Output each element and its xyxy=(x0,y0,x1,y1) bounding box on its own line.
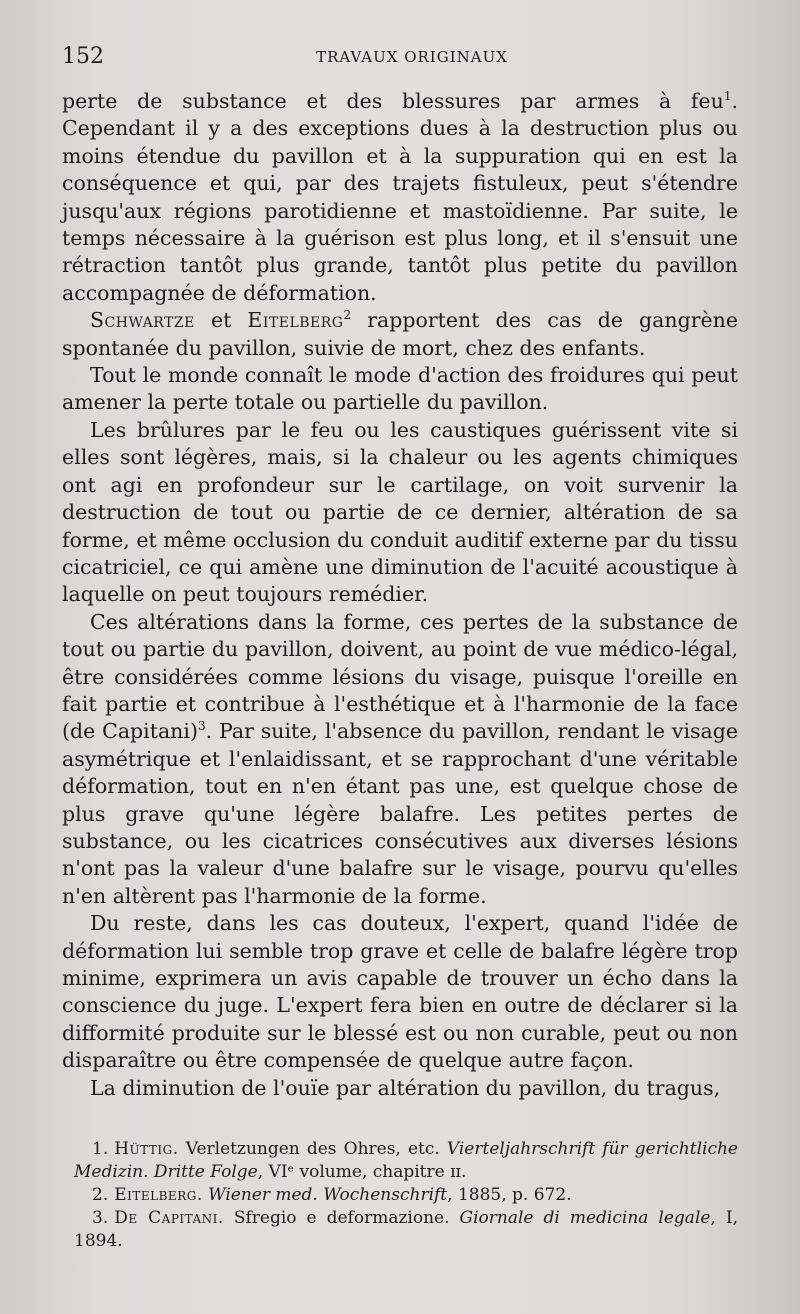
footnote-2 xyxy=(74,1184,738,1207)
running-head: TRAVAUX ORIGINAUX xyxy=(316,48,508,66)
paragraph-text: . Par suite, l'absence du pavillon, rendant le visage asymétrique et l'enlaidissant, et se rapprochant d'une véritable déformation, tout en n'en étant pas une, est quelque chose de plus grave qu'une légère balafre. Les petites pertes de substance, ou les cicatrices consécutives aux diverses lésions n'ont pas la valeur d'une balafre sur le visage, pourvu qu'elles n'en altèrent pas l'harmonie de la forme. xyxy=(62,719,739,908)
footnote-author: Eitelberg. xyxy=(114,1185,203,1205)
footnote-text: , I, 1894. xyxy=(74,1208,738,1251)
paragraph-5 xyxy=(62,609,738,910)
author-name-schwartze: Schwartze xyxy=(90,308,195,333)
paragraph-text: . Cependant il y a des exceptions dues à la destruction plus ou moins étendue du pavillon et à la suppuration qui en est la conséquence et qui, par des trajets fistuleux, peut s'étendre jusqu'aux régions parotidienne et mastoïdienne. Par suite, le temps nécessaire à la guérison est plus long, et il s'ensuit une rétraction tantôt plus grande, tantôt plus petite du pavillon accompagnée de déformation. xyxy=(62,89,738,305)
footnote-3 xyxy=(74,1207,738,1253)
paragraph-text: perte de substance et des blessures par armes à feu xyxy=(62,89,724,113)
paragraph-text: et xyxy=(194,308,248,333)
paragraph-7: La diminution de l'ouïe par altération du pavillon, du tragus, xyxy=(90,1075,721,1100)
footnote-number: 2. xyxy=(92,1185,109,1205)
page-header xyxy=(62,44,742,76)
footnotes xyxy=(74,1138,738,1253)
footnote-ref-1: 1 xyxy=(723,89,732,103)
footnote-number: 1. xyxy=(92,1139,109,1159)
paragraph-text: rapportent des cas de gangrène spontanée du pavillon, suivie de mort, chez des enfants. xyxy=(62,308,738,360)
paragraph-6: Du reste, dans les cas douteux, l'expert, quand l'idée de déformation lui semble trop grave et celle de balafre légère trop minime, exprimera un avis capable de trouver un écho dans la conscience du juge. L'expert fera bien en outre de déclarer si la difformité produite sur le blessé est ou non curable, peut ou non disparaître ou être compensée de quelque autre façon. xyxy=(62,911,738,1073)
footnote-title: Vierteljahrschrift für gerichtliche Medizin. Dritte Folge xyxy=(74,1139,738,1182)
paragraph-3: Tout le monde connaît le mode d'action des froidures qui peut amener la perte totale ou partielle du pavillon. xyxy=(62,363,738,415)
body-text xyxy=(62,88,738,1102)
footnote-1 xyxy=(74,1138,738,1184)
footnote-number: 3. xyxy=(92,1208,109,1228)
footnote-title: Wiener med. Wochenschrift xyxy=(208,1185,448,1205)
footnote-text: Verletzungen des Ohres, etc. xyxy=(178,1139,447,1159)
paragraph-4: Les brûlures par le feu ou les caustiques guérissent vite si elles sont légères, mais, si la chaleur ou les agents chimiques ont agi en profondeur sur le cartilage, on voit survenir la destruction de tout ou partie de ce dernier, altération de sa forme, et même occlusion du conduit auditif externe par du tissu cicatriciel, ce qui amène une diminution de l'acuité acoustique à laquelle on peut toujours remédier. xyxy=(62,417,738,607)
author-name-eitelberg: Eitelberg xyxy=(247,308,344,333)
footnote-author: De Capitani. xyxy=(114,1208,224,1228)
paragraph-1 xyxy=(62,88,738,307)
footnote-author: Hüttig. xyxy=(114,1139,179,1159)
page-number: 152 xyxy=(62,44,104,69)
footnote-ref-2: 2 xyxy=(343,308,352,323)
footnote-text: , VIᵉ volume, chapitre ɪɪ. xyxy=(257,1162,467,1182)
footnote-ref-3: 3 xyxy=(197,719,206,734)
footnote-title: Giornale di medicina legale xyxy=(459,1208,711,1228)
footnote-text: Sfregio e deformazione. xyxy=(223,1208,460,1228)
paragraph-2 xyxy=(62,307,738,362)
paragraph-text: Ces altérations dans la forme, ces pertes de la substance de tout ou partie du pavillon, doivent, au point de vue médico-légal, être considérées comme lésions du visage, puisque l'oreille en fait partie et contribue à l'esthétique et à l'harmonie de la face (de Capitani) xyxy=(62,609,738,744)
footnote-text: , 1885, p. 672. xyxy=(447,1185,572,1205)
